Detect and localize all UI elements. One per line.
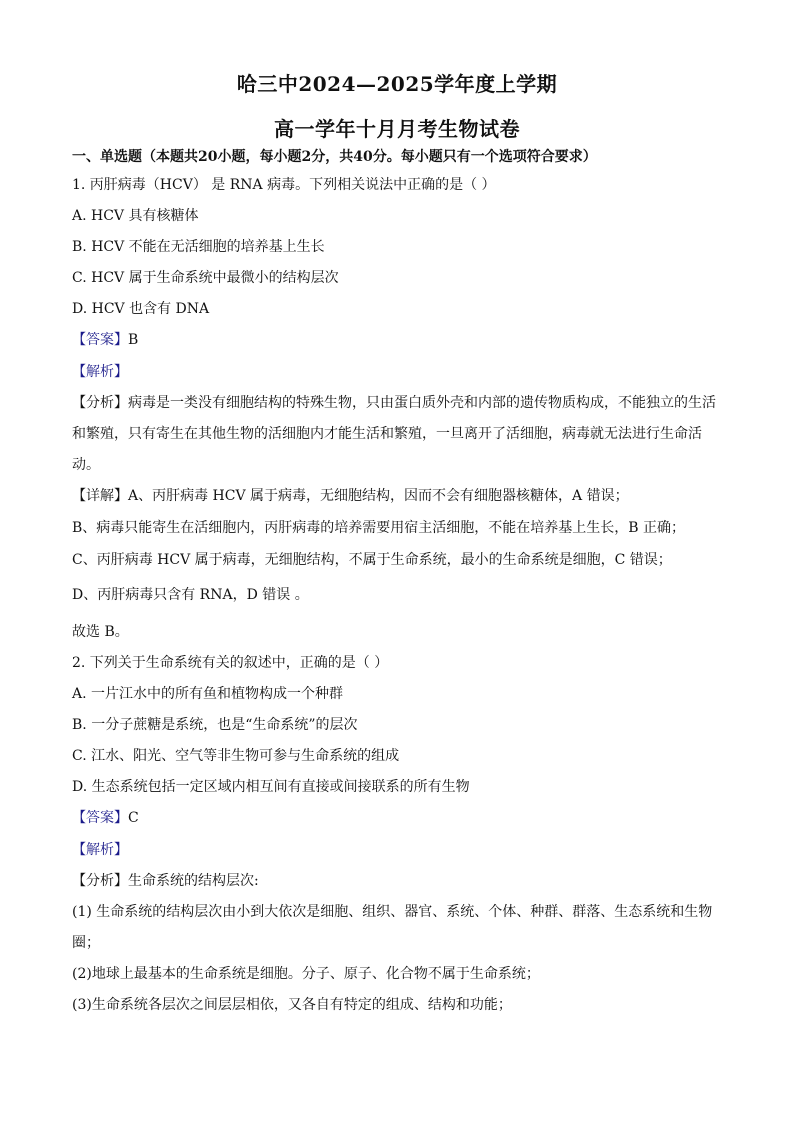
question-1-detail-line-4: D、丙肝病毒只含有 RNA，D 错误 。 bbox=[72, 587, 309, 603]
question-2-option-c: C. 江水、阳光、空气等非生物可参与生命系统的组成 bbox=[72, 748, 400, 764]
question-1-detail-line-1 bbox=[72, 489, 722, 503]
question-2-option-d: D. 生态系统包括一定区域内相互间有直接或间接联系的所有生物 bbox=[72, 779, 470, 795]
question-2-analysis-tag bbox=[72, 843, 722, 857]
school-title: 哈三中2024—2025学年度上学期 bbox=[236, 72, 558, 96]
question-1-option-a: A. HCV 具有核糖体 bbox=[72, 208, 199, 224]
question-2-stem: 2. 下列关于生命系统有关的叙述中，正确的是（ ） bbox=[72, 655, 389, 671]
question-1-analysis-line-2: 和繁殖，只有寄生在其他生物的活细胞内才能生活和繁殖，一旦离开了活细胞，病毒就无法进行生命活 bbox=[72, 426, 702, 442]
question-1-option-b: B. HCV 不能在无活细胞的培养基上生长 bbox=[72, 239, 325, 255]
analysis-label: 【分析】 bbox=[72, 395, 128, 411]
section-heading: 一、单选题（本题共20小题，每小题2分，共40分。每小题只有一个选项符合要求） bbox=[72, 149, 597, 165]
question-1-analysis-line-1 bbox=[72, 396, 722, 410]
analysis-tag: 【解析】 bbox=[72, 364, 128, 380]
question-2-point-1-cont: 圈； bbox=[72, 935, 100, 951]
question-2-point-3: (3)生命系统各层次之间层层相依，又各自有特定的组成、结构和功能； bbox=[72, 997, 512, 1013]
analysis-text: 病毒是一类没有细胞结构的特殊生物，只由蛋白质外壳和内部的遗传物质构成，不能独立的生活 bbox=[128, 395, 716, 411]
question-2-analysis-intro bbox=[72, 874, 722, 888]
question-1-option-d: D. HCV 也含有 DNA bbox=[72, 301, 210, 317]
question-1-analysis-tag bbox=[72, 365, 722, 379]
question-2-point-1: (1) 生命系统的结构层次由小到大依次是细胞、组织、器官、系统、个体、种群、群落、生态系统和生物 bbox=[72, 904, 713, 920]
detail-text: A、丙肝病毒 HCV 属于病毒，无细胞结构，因而不会有细胞器核糖体，A 错误； bbox=[128, 488, 629, 504]
question-1-conclusion: 故选 B。 bbox=[72, 624, 129, 640]
question-1-answer bbox=[72, 333, 722, 347]
question-1-option-c: C. HCV 属于生命系统中最微小的结构层次 bbox=[72, 270, 339, 286]
question-2-point-2: (2)地球上最基本的生命系统是细胞。分子、原子、化合物不属于生命系统； bbox=[72, 966, 540, 982]
question-1-stem: 1. 丙肝病毒（HCV） 是 RNA 病毒。下列相关说法中正确的是（ ） bbox=[72, 177, 496, 193]
answer-tag: 【答案】 bbox=[72, 332, 128, 348]
answer-tag: 【答案】 bbox=[72, 810, 128, 826]
question-1-analysis-line-3: 动。 bbox=[72, 457, 100, 473]
exam-title: 高一学年十月月考生物试卷 bbox=[274, 117, 520, 141]
analysis-tag: 【解析】 bbox=[72, 842, 128, 858]
answer-value: C bbox=[128, 810, 139, 826]
question-1-detail-line-3: C、丙肝病毒 HCV 属于病毒，无细胞结构，不属于生命系统，最小的生命系统是细胞，C 错误； bbox=[72, 552, 672, 568]
analysis-text: 生命系统的结构层次: bbox=[128, 873, 259, 889]
question-2-option-a: A. 一片江水中的所有鱼和植物构成一个种群 bbox=[72, 686, 344, 702]
detail-label: 【详解】 bbox=[72, 488, 128, 504]
answer-value: B bbox=[128, 332, 139, 348]
question-2-option-b: B. 一分子蔗糖是系统，也是“生命系统”的层次 bbox=[72, 717, 358, 733]
question-1-detail-line-2: B、病毒只能寄生在活细胞内，丙肝病毒的培养需要用宿主活细胞，不能在培养基上生长，B 正确； bbox=[72, 520, 686, 536]
analysis-label: 【分析】 bbox=[72, 873, 128, 889]
question-2-answer bbox=[72, 811, 722, 825]
